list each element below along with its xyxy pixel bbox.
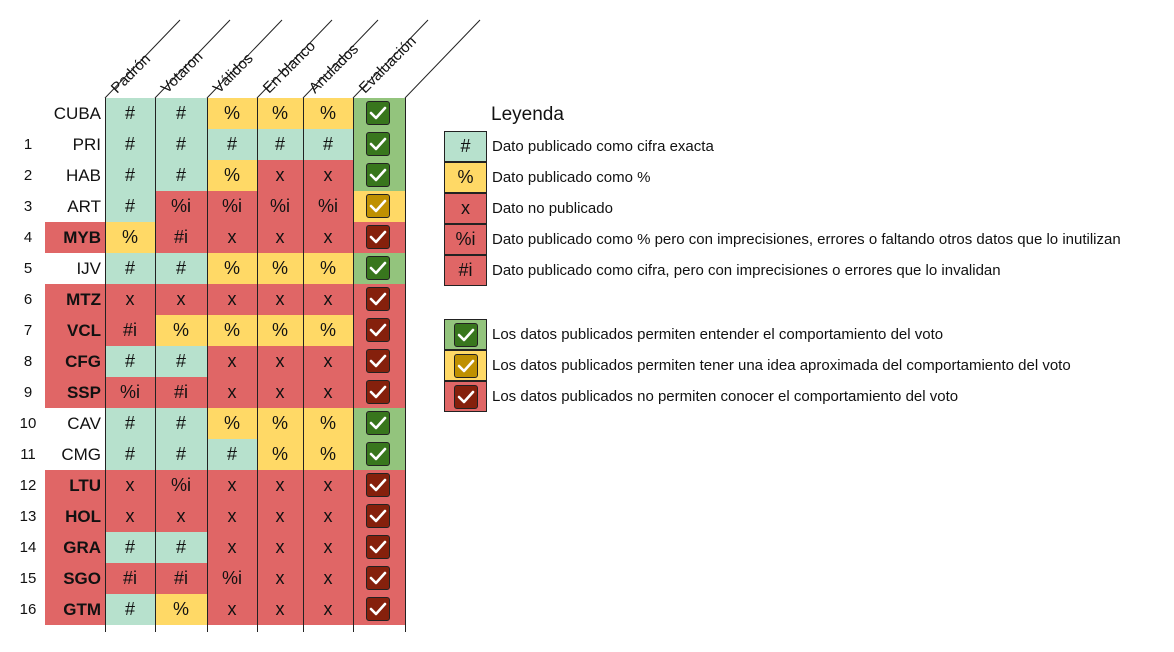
table-cell: x bbox=[207, 501, 257, 532]
row-number: 12 bbox=[19, 477, 37, 494]
column-header: Anulados bbox=[305, 40, 363, 97]
table-cell: x bbox=[207, 377, 257, 408]
row-number: 3 bbox=[23, 198, 33, 215]
check-icon bbox=[366, 163, 390, 187]
table-cell: x bbox=[257, 501, 303, 532]
column-header: En blanco bbox=[259, 37, 320, 97]
table-cell: % bbox=[303, 253, 353, 284]
table-cell: x bbox=[257, 532, 303, 563]
table-cell: x bbox=[257, 284, 303, 315]
table-cell: x bbox=[257, 377, 303, 408]
check-icon bbox=[366, 287, 390, 311]
evaluation-cell bbox=[353, 222, 405, 253]
table-cell: %i bbox=[105, 377, 155, 408]
table-cell: x bbox=[303, 594, 353, 625]
check-icon bbox=[366, 442, 390, 466]
row-number: 5 bbox=[23, 260, 33, 277]
province-abbr: HAB bbox=[66, 166, 101, 185]
column-divider bbox=[303, 98, 304, 632]
table-cell: # bbox=[105, 532, 155, 563]
column-header: Evaluación bbox=[355, 32, 420, 97]
table-cell: x bbox=[303, 222, 353, 253]
check-icon bbox=[366, 566, 390, 590]
table-row bbox=[15, 315, 405, 346]
legend-eval-swatch bbox=[444, 350, 487, 381]
check-icon bbox=[366, 225, 390, 249]
table-cell: x bbox=[303, 160, 353, 191]
table-cell: %i bbox=[207, 563, 257, 594]
table-cell: % bbox=[303, 98, 353, 129]
table-cell: x bbox=[257, 346, 303, 377]
table-cell: x bbox=[105, 470, 155, 501]
province-abbr: CMG bbox=[61, 445, 101, 464]
legend-swatch: %i bbox=[444, 224, 487, 255]
province-abbr: CUBA bbox=[53, 104, 101, 123]
column-header: Padrón bbox=[107, 50, 155, 97]
evaluation-cell bbox=[353, 315, 405, 346]
row-number: 15 bbox=[19, 570, 37, 587]
check-icon bbox=[366, 411, 390, 435]
legend-eval-swatch bbox=[444, 319, 487, 350]
table-cell: x bbox=[303, 284, 353, 315]
table-cell: % bbox=[207, 408, 257, 439]
table-row bbox=[15, 98, 405, 129]
table-cell: %i bbox=[257, 191, 303, 222]
table-row bbox=[15, 191, 405, 222]
row-number: 13 bbox=[19, 508, 37, 525]
legend-eval-text: Los datos publicados permiten entender el comportamiento del voto bbox=[492, 326, 944, 343]
table-cell: %i bbox=[207, 191, 257, 222]
legend-item bbox=[444, 255, 1164, 286]
table-cell: # bbox=[105, 439, 155, 470]
table-cell: x bbox=[257, 594, 303, 625]
table-cell: x bbox=[105, 284, 155, 315]
column-header: Votaron bbox=[157, 48, 207, 97]
table-cell: # bbox=[303, 129, 353, 160]
table-row bbox=[15, 129, 405, 160]
legend-eval-swatch bbox=[444, 381, 487, 412]
evaluation-cell bbox=[353, 408, 405, 439]
row-number: 16 bbox=[19, 601, 37, 618]
table-cell: # bbox=[207, 129, 257, 160]
table-cell: x bbox=[105, 501, 155, 532]
check-icon bbox=[366, 597, 390, 621]
table-cell: x bbox=[303, 563, 353, 594]
check-icon bbox=[366, 349, 390, 373]
check-icon bbox=[454, 385, 478, 409]
province-abbr: MYB bbox=[45, 222, 105, 253]
legend-item bbox=[444, 131, 1164, 162]
table-cell: # bbox=[155, 98, 207, 129]
table-cell: x bbox=[257, 563, 303, 594]
legend-eval-text: Los datos publicados no permiten conocer el comportamiento del voto bbox=[492, 388, 959, 405]
table-cell: # bbox=[257, 129, 303, 160]
row-number: 1 bbox=[23, 136, 33, 153]
table-cell: # bbox=[105, 408, 155, 439]
table-cell: # bbox=[105, 160, 155, 191]
evaluation-cell bbox=[353, 129, 405, 160]
province-abbr: CFG bbox=[45, 346, 105, 377]
column-divider bbox=[257, 98, 258, 632]
legend-swatch: # bbox=[444, 131, 487, 162]
table-cell: % bbox=[257, 439, 303, 470]
province-abbr: VCL bbox=[45, 315, 105, 346]
table-row bbox=[15, 346, 405, 377]
province-abbr: CAV bbox=[67, 414, 101, 433]
table-cell: x bbox=[257, 222, 303, 253]
table-cell: x bbox=[303, 470, 353, 501]
legend-eval-text: Los datos publicados permiten tener una idea aproximada del comportamiento del voto bbox=[492, 357, 1071, 374]
table-cell: %i bbox=[303, 191, 353, 222]
legend-item bbox=[444, 224, 1164, 255]
table-cell: % bbox=[207, 160, 257, 191]
legend-title: Leyenda bbox=[491, 104, 564, 125]
legend-eval-item bbox=[444, 381, 1164, 412]
table-row bbox=[15, 563, 405, 594]
evaluation-cell bbox=[353, 98, 405, 129]
province-abbr: PRI bbox=[72, 135, 101, 154]
table-cell: # bbox=[155, 408, 207, 439]
table-cell: % bbox=[155, 315, 207, 346]
row-number: 11 bbox=[20, 446, 36, 463]
table-cell: #i bbox=[155, 222, 207, 253]
table-cell: x bbox=[303, 532, 353, 563]
table-cell: % bbox=[207, 253, 257, 284]
table-cell: % bbox=[303, 315, 353, 346]
table-row bbox=[15, 501, 405, 532]
table-cell: # bbox=[105, 346, 155, 377]
table-cell: % bbox=[207, 98, 257, 129]
legend-text: Dato publicado como cifra, pero con imprecisiones o errores que lo invalidan bbox=[492, 262, 1001, 279]
table-cell: % bbox=[303, 439, 353, 470]
table-cell: x bbox=[155, 284, 207, 315]
check-icon bbox=[366, 194, 390, 218]
table-cell: x bbox=[303, 346, 353, 377]
legend-text: Dato publicado como % pero con imprecisiones, errores o faltando otros datos que lo inutilizan bbox=[492, 231, 1121, 248]
check-icon bbox=[366, 380, 390, 404]
table-cell: x bbox=[257, 470, 303, 501]
province-abbr: MTZ bbox=[45, 284, 105, 315]
evaluation-cell bbox=[353, 284, 405, 315]
table-cell: % bbox=[257, 253, 303, 284]
table-cell: # bbox=[155, 532, 207, 563]
table-cell: x bbox=[303, 501, 353, 532]
table-cell: % bbox=[303, 408, 353, 439]
table-row bbox=[15, 284, 405, 315]
column-divider bbox=[353, 98, 354, 632]
table-cell: x bbox=[207, 594, 257, 625]
table-cell: %i bbox=[155, 470, 207, 501]
table-row bbox=[15, 408, 405, 439]
legend-item bbox=[444, 193, 1164, 224]
province-abbr: IJV bbox=[76, 259, 101, 278]
evaluation-cell bbox=[353, 439, 405, 470]
row-number: 14 bbox=[19, 539, 37, 556]
table-row bbox=[15, 532, 405, 563]
row-number: 8 bbox=[23, 353, 33, 370]
table-cell: # bbox=[155, 346, 207, 377]
province-abbr: ART bbox=[67, 197, 101, 216]
column-divider bbox=[207, 98, 208, 632]
table-cell: #i bbox=[105, 315, 155, 346]
table-cell: #i bbox=[105, 563, 155, 594]
table-cell: # bbox=[105, 253, 155, 284]
province-abbr: HOL bbox=[45, 501, 105, 532]
check-icon bbox=[366, 132, 390, 156]
table-cell: #i bbox=[155, 563, 207, 594]
table-cell: x bbox=[155, 501, 207, 532]
table-cell: % bbox=[257, 98, 303, 129]
legend-text: Dato publicado como cifra exacta bbox=[492, 138, 714, 155]
table-row bbox=[15, 253, 405, 284]
province-abbr: GRA bbox=[45, 532, 105, 563]
column-header: Válidos bbox=[209, 50, 257, 97]
table-row bbox=[15, 160, 405, 191]
table-cell: x bbox=[303, 377, 353, 408]
check-icon bbox=[454, 354, 478, 378]
legend-eval-item bbox=[444, 319, 1164, 350]
table-cell: # bbox=[105, 98, 155, 129]
check-icon bbox=[366, 101, 390, 125]
table-cell: x bbox=[207, 284, 257, 315]
table-cell: # bbox=[155, 439, 207, 470]
evaluation-cell bbox=[353, 377, 405, 408]
evaluation-cell bbox=[353, 470, 405, 501]
table-cell: # bbox=[105, 129, 155, 160]
column-divider bbox=[155, 98, 156, 632]
table-row bbox=[15, 470, 405, 501]
table-cell: x bbox=[207, 532, 257, 563]
check-icon bbox=[366, 504, 390, 528]
check-icon bbox=[454, 323, 478, 347]
row-number: 4 bbox=[23, 229, 33, 246]
legend-text: Dato no publicado bbox=[492, 200, 613, 217]
row-number: 7 bbox=[23, 322, 33, 339]
evaluation-cell bbox=[353, 594, 405, 625]
table-cell: x bbox=[257, 160, 303, 191]
table-row bbox=[15, 222, 405, 253]
table-cell: # bbox=[155, 253, 207, 284]
row-number: 9 bbox=[23, 384, 33, 401]
evaluation-cell bbox=[353, 253, 405, 284]
table-cell: x bbox=[207, 470, 257, 501]
evaluation-cell bbox=[353, 532, 405, 563]
table-cell: # bbox=[105, 191, 155, 222]
table-cell: # bbox=[155, 129, 207, 160]
column-headers bbox=[0, 0, 1174, 98]
evaluation-cell bbox=[353, 501, 405, 532]
table-cell: % bbox=[155, 594, 207, 625]
check-icon bbox=[366, 256, 390, 280]
legend-eval-item bbox=[444, 350, 1164, 381]
row-number: 2 bbox=[23, 167, 33, 184]
table-row bbox=[15, 377, 405, 408]
row-number: 6 bbox=[23, 291, 33, 308]
table-cell: x bbox=[207, 346, 257, 377]
table-cell: # bbox=[155, 160, 207, 191]
column-divider bbox=[105, 98, 106, 632]
table-row bbox=[15, 594, 405, 625]
table-cell: % bbox=[257, 408, 303, 439]
table-cell: %i bbox=[155, 191, 207, 222]
legend-text: Dato publicado como % bbox=[492, 169, 651, 186]
column-divider bbox=[405, 98, 406, 632]
table-cell: # bbox=[207, 439, 257, 470]
legend-swatch: #i bbox=[444, 255, 487, 286]
province-abbr: GTM bbox=[45, 594, 105, 625]
table-cell: # bbox=[105, 594, 155, 625]
check-icon bbox=[366, 535, 390, 559]
evaluation-cell bbox=[353, 191, 405, 222]
row-number: 10 bbox=[19, 415, 37, 432]
table-cell: % bbox=[257, 315, 303, 346]
table-cell: x bbox=[207, 222, 257, 253]
evaluation-cell bbox=[353, 563, 405, 594]
province-abbr: SSP bbox=[45, 377, 105, 408]
legend-item bbox=[444, 162, 1164, 193]
check-icon bbox=[366, 318, 390, 342]
province-abbr: SGO bbox=[45, 563, 105, 594]
table-cell: % bbox=[207, 315, 257, 346]
table-cell: % bbox=[105, 222, 155, 253]
check-icon bbox=[366, 473, 390, 497]
table-cell: #i bbox=[155, 377, 207, 408]
evaluation-cell bbox=[353, 346, 405, 377]
evaluation-cell bbox=[353, 160, 405, 191]
province-abbr: LTU bbox=[45, 470, 105, 501]
table-row bbox=[15, 439, 405, 470]
legend-swatch: % bbox=[444, 162, 487, 193]
legend-swatch: x bbox=[444, 193, 487, 224]
